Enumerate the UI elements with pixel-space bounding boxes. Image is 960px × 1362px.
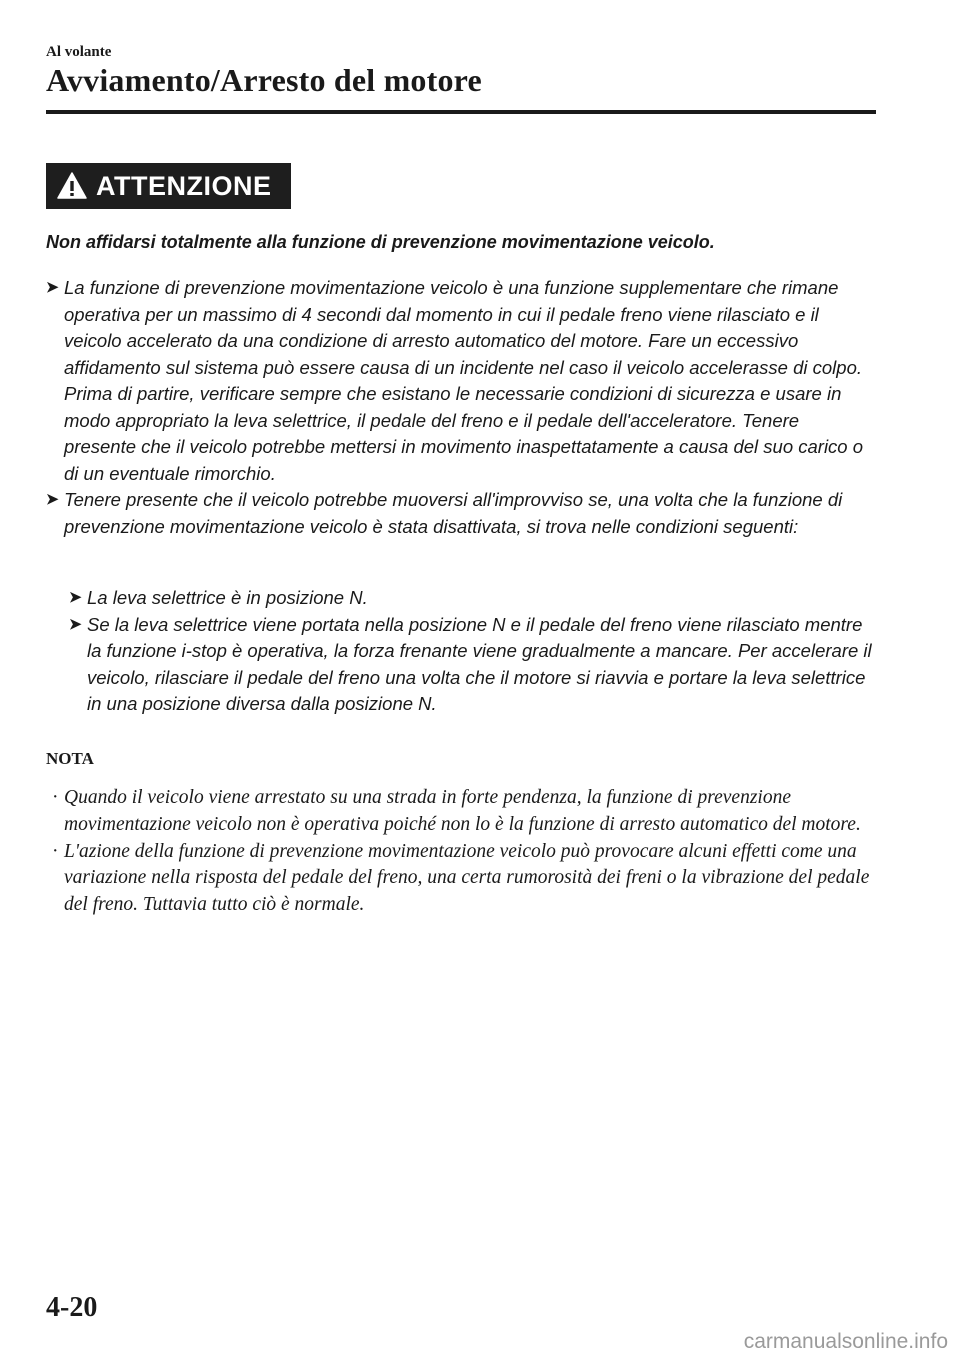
title-rule [46,110,876,114]
note-label: NOTA [46,749,94,768]
watermark: carmanualsonline.info [743,1330,948,1353]
note-item: · L'azione della funzione di prevenzione movimentazione veicolo può provocare alcuni effetti come una variazione nella risposta del pedale del freno, una certa rumorosità dei freni o la vibrazione del pedale del freno. Tuttavia tutto ciò è normale. [52,840,870,916]
arrow-bullet-icon: ➤ [46,491,59,508]
arrow-bullet-icon: ➤ [69,615,82,633]
warning-item: ➤ La funzione di prevenzione movimentazione veicolo è una funzione supplementare che rimane operativa per un massimo di 4 secondi dal momento in cui il pedale freno viene rilasciato e il veicolo accelerato da una condizione di arresto automatico del motore. Fare un eccessivo affidamento sul sistema può essere causa di un incidente nel caso il veicolo accelerasse di colpo. Prima di partire, verificare sempre che esistano le necessarie condizioni di sicurezza e usare in modo appropriato la leva selettrice, il pedale del freno e il pedale dell'acceleratore. Tenere presente che il veicolo potrebbe mettersi in movimento inaspettatamente a causa del suo carico o di un eventuale rimorchio. [46,277,864,484]
warning-triangle-icon [56,170,88,202]
warning-item: ➤ Tenere presente che il veicolo potrebbe muoversi all'improvviso se, una volta che la funzione di prevenzione movimentazione veicolo è stata disattivata, si trova nelle condizioni seguenti: [46,489,843,537]
page-title: Avviamento/Arresto del motore [46,62,482,98]
page-number: 4-20 [46,1292,98,1323]
warning-lead: Non affidarsi totalmente alla funzione di prevenzione movimentazione veicolo. [46,232,715,252]
dot-bullet-icon: · [52,787,59,808]
section-label: Al volante [46,44,112,60]
warning-label: ATTENZIONE [96,170,272,201]
note-item: · Quando il veicolo viene arrestato su una strada in forte pendenza, la funzione di prevenzione movimentazione veicolo non è operativa poiché non lo è la funzione di arresto automatico del motore. [52,787,861,835]
warning-list [46,275,876,540]
warning-sublist [69,585,879,718]
arrow-bullet-icon: ➤ [69,589,82,606]
warning-subitem: ➤ Se la leva selettrice viene portata nella posizione N e il pedale del freno viene rilasciato mentre la funzione i-stop è operativa, la forza frenante viene gradualmente a mancare. Per accelerare il veicolo, rilasciare il pedale del freno una volta che il motore si riavvia e portare la leva selettrice in una posizione diversa dalla posizione N. [69,613,872,714]
arrow-bullet-icon: ➤ [46,279,59,296]
dot-bullet-icon: · [52,840,59,862]
warning-banner [46,163,291,209]
warning-subitem: ➤ La leva selettrice è in posizione N. [69,585,879,612]
note-list [46,785,876,919]
